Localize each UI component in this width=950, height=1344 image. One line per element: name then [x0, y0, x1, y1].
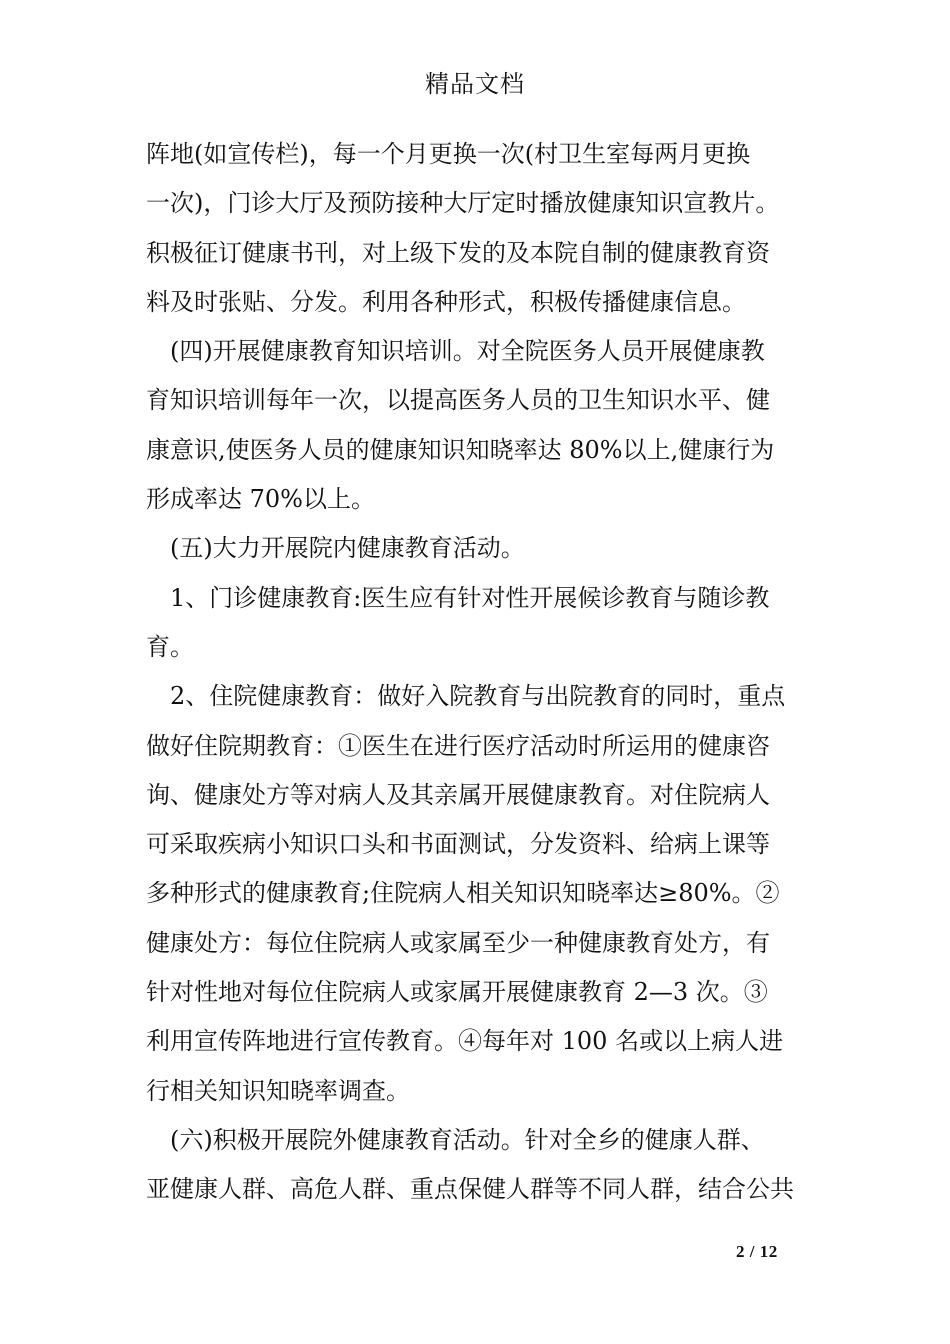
text-line: 2、住院健康教育：做好入院教育与出院教育的同时，重点 [170, 682, 786, 711]
text-line: 健康处方：每位住院病人或家属至少一种健康教育处方，有 [146, 928, 770, 957]
text-line: 可采取疾病小知识口头和书面测试，分发资料、给病上课等 [146, 830, 770, 859]
text-line: 一次)，门诊大厅及预防接种大厅定时播放健康知识宣教片。 [146, 189, 780, 218]
text-line: (五)大力开展院内健康教育活动。 [170, 534, 525, 563]
text-line: (四)开展健康教育知识培训。对全院医务人员开展健康教 [170, 337, 765, 366]
page-header-title: 精品文档 [425, 70, 525, 98]
text-line: 行相关知识知晓率调查。 [146, 1076, 410, 1105]
text-line: 1、门诊健康教育:医生应有针对性开展候诊教育与随诊教 [170, 583, 770, 612]
text-line: 询、健康处方等对病人及其亲属开展健康教育。对住院病人 [146, 780, 770, 809]
document-body [146, 130, 810, 1215]
text-line: 阵地(如宣传栏)，每一个月更换一次(村卫生室每两月更换 [146, 140, 751, 168]
text-line: 积极征订健康书刊，对上级下发的及本院自制的健康教育资 [146, 238, 770, 267]
text-line: 做好住院期教育：①医生在进行医疗活动时所运用的健康咨 [146, 731, 770, 760]
text-line: 育。 [146, 632, 194, 661]
text-line: 亚健康人群、高危人群、重点保健人群等不同人群，结合公共 [146, 1175, 794, 1204]
text-line: 育知识培训每年一次，以提高医务人员的卫生知识水平、健 [146, 386, 770, 415]
text-line: 料及时张贴、分发。利用各种形式，积极传播健康信息。 [146, 287, 746, 316]
text-line: 利用宣传阵地进行宣传教育。④每年对 100 名或以上病人进 [146, 1027, 784, 1056]
text-line: 多种形式的健康教育;住院病人相关知识知晓率达≥80%。② [146, 879, 780, 908]
page-number: 2 / 12 [736, 1242, 778, 1261]
text-line: 康意识,使医务人员的健康知识知晓率达 80%以上,健康行为 [146, 435, 775, 464]
text-line: (六)积极开展院外健康教育活动。针对全乡的健康人群、 [170, 1125, 765, 1154]
text-line: 形成率达 70%以上。 [146, 485, 375, 514]
text-line: 针对性地对每位住院病人或家属开展健康教育 2—3 次。③ [146, 978, 768, 1007]
